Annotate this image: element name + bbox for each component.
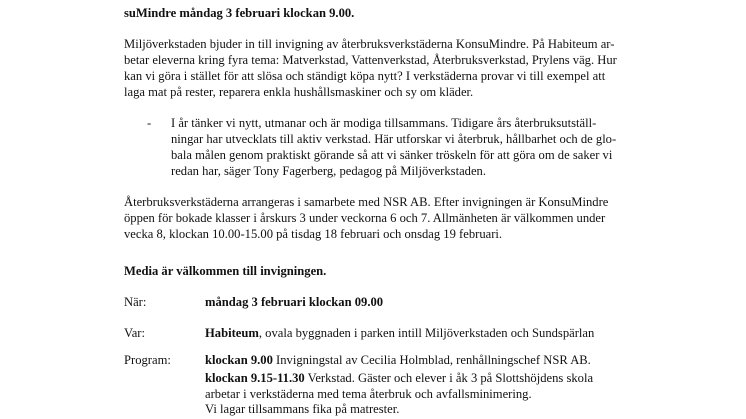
paragraph-1-line-3: kan vi göra i stället för att slösa och ständigt köpa nytt? I verkstäderna provar vi till exempel att [124, 69, 606, 83]
where-label: Var: [124, 326, 145, 340]
quote-line-4: redan har, säger Tony Fagerberg, pedagog på Miljöverkstaden. [171, 164, 486, 178]
where-value [205, 325, 594, 341]
paragraph-2-line-1: Återbruksverkstäderna arrangeras i samarbete med NSR AB. Efter invigningen är KonsuMindre [124, 195, 609, 209]
program-item-1-text: Invigningstal av Cecilia Holmblad, renhållningschef NSR AB. [272, 353, 591, 367]
program-item-2-time: klockan 9.15-11.30 [205, 371, 305, 385]
where-venue: Habiteum [205, 326, 259, 340]
program-item-2-text: Verkstad. Gäster och elever i åk 3 på Slottshöjdens skola [304, 371, 594, 385]
media-heading: Media är välkommen till invigningen. [124, 264, 327, 278]
paragraph-2-line-3: vecka 8, klockan 10.00-15.00 på tisdag 18 februari och onsdag 19 februari. [124, 227, 503, 241]
program-item-2-line-3: Vi lagar tillsammans fika på matrester. [205, 402, 400, 416]
where-description: , ovala byggnaden i parken intill Miljöverkstaden och Sundspärlan [258, 326, 595, 340]
quote-line-1: I år tänker vi nytt, utmanar och är modiga tillsammans. Tidigare års återbruksutställ- [171, 116, 597, 130]
paragraph-1-line-4: laga mat på rester, reparera enkla hushållsmaskiner och sy om kläder. [124, 85, 474, 99]
program-item-2-line-2: arbetar i verkstäderna med tema återbruk och avfallsminimering. [205, 387, 532, 401]
program-item-2 [205, 370, 593, 386]
when-value: måndag 3 februari klockan 09.00 [205, 295, 384, 309]
quote-line-2: ningar har utvecklats till aktiv verkstad. Här utforskar vi återbruk, hållbarhet och de glo- [171, 132, 617, 146]
when-label: När: [124, 295, 147, 309]
paragraph-1-line-2: betar eleverna kring fyra tema: Matverkstad, Vattenverkstad, Återbruksverkstad, Prylens väg. Hur [124, 53, 617, 67]
program-item-1 [205, 352, 591, 368]
bullet-dash: - [147, 116, 152, 130]
quote-line-3: bala målen genom praktiskt görande så att vi sänker tröskeln för att göra om de saker vi [171, 148, 613, 162]
program-item-1-time: klockan 9.00 [205, 353, 273, 367]
paragraph-2-line-2: öppen för bokade klasser i årskurs 3 under veckorna 6 och 7. Allmänheten är välkommen under [124, 211, 606, 225]
paragraph-1-line-1: Miljöverkstaden bjuder in till invigning av återbruksverkstäderna KonsuMindre. På Habiteum ar- [124, 37, 615, 51]
program-label: Program: [124, 353, 171, 367]
intro-heading: suMindre måndag 3 februari klockan 9.00. [124, 6, 355, 20]
